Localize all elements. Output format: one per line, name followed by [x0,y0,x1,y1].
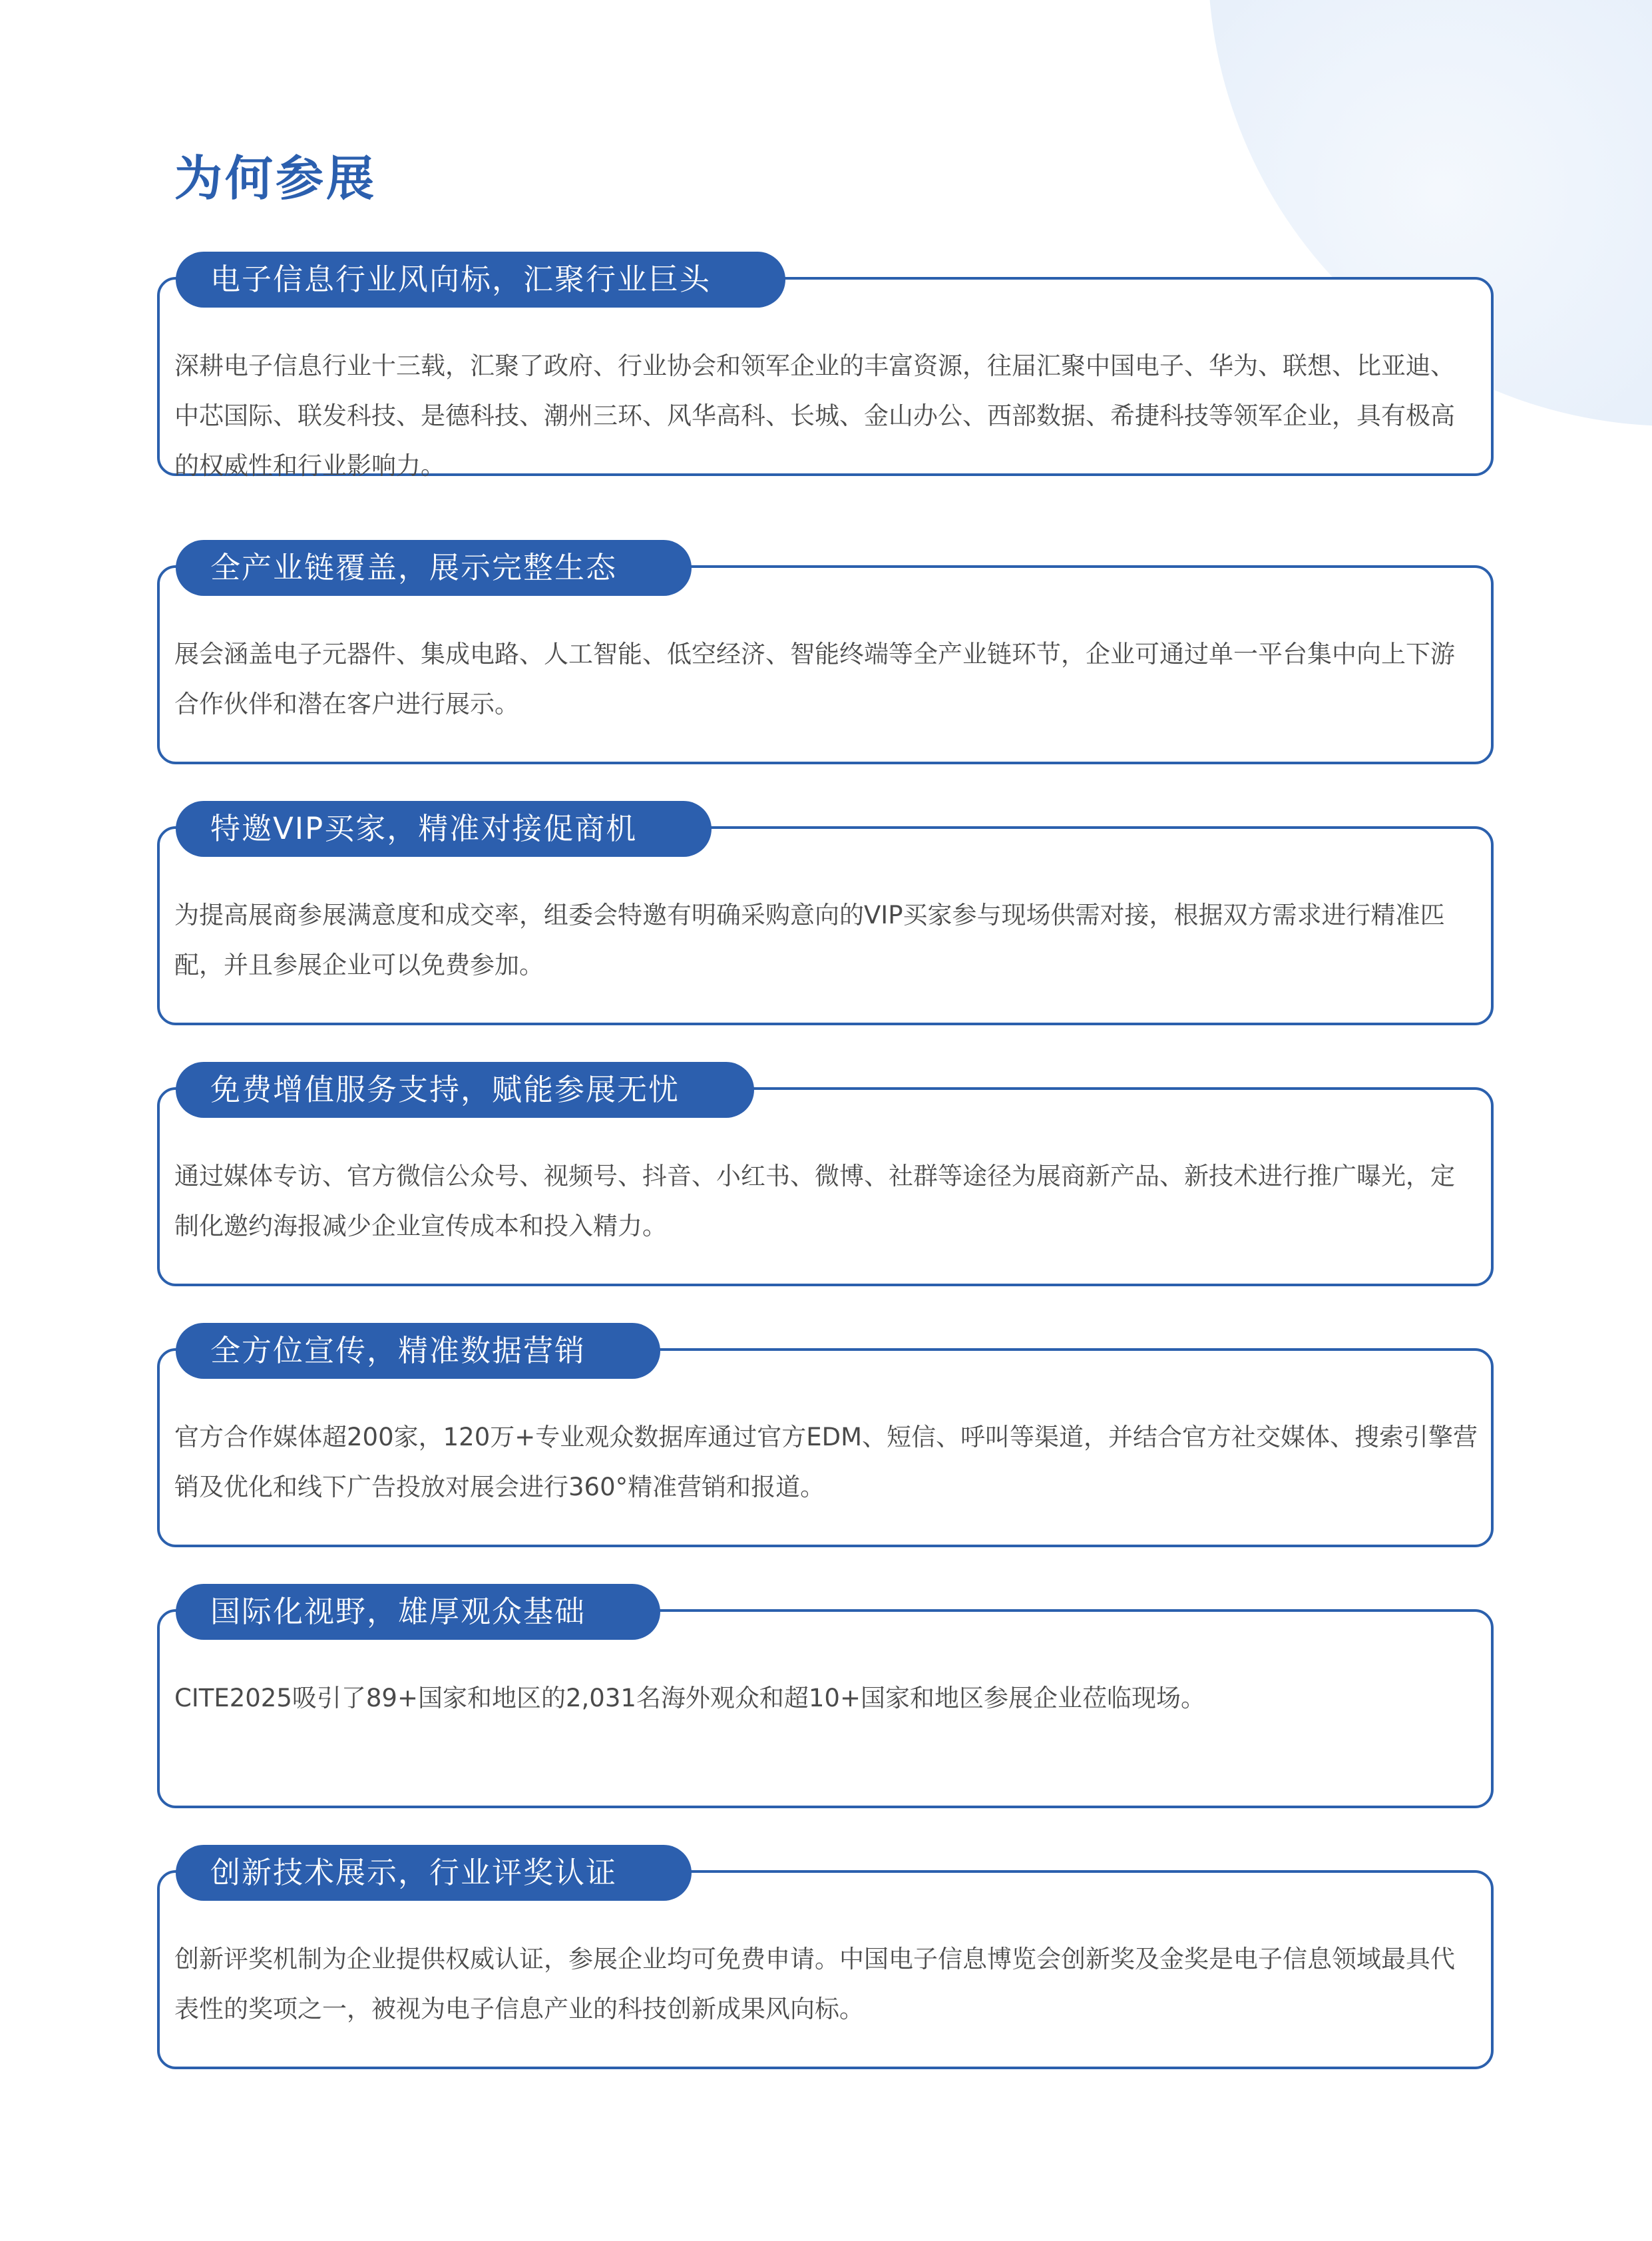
section-card [157,252,1494,480]
page-title: 为何参展 [174,150,377,206]
section-body: 展会涵盖电子元器件、集成电路、人工智能、低空经济、智能终端等全产业链环节，企业可通过单一平台集中向上下游合作伙伴和潜在客户进行展示。 [174,640,1455,718]
section-body: 为提高展商参展满意度和成交率，组委会特邀有明确采购意向的VIP买家参与现场供需对接，根据双方需求进行精准匹配，并且参展企业可以免费参加。 [174,901,1445,979]
section-card [157,801,1494,1025]
section-card [157,1845,1494,2069]
section-body: 创新评奖机制为企业提供权威认证，参展企业均可免费申请。中国电子信息博览会创新奖及金奖是电子信息领域最具代表性的奖项之一，被视为电子信息产业的科技创新成果风向标。 [174,1945,1455,2023]
section-heading: 创新技术展示，行业评奖认证 [176,1845,692,1901]
section-heading: 特邀VIP买家，精准对接促商机 [176,801,712,857]
section-heading: 电子信息行业风向标，汇聚行业巨头 [176,252,785,308]
section-card [157,540,1494,764]
section-body: CITE2025吸引了89+国家和地区的2,031名海外观众和超10+国家和地区参展企业莅临现场。 [174,1684,1205,1712]
section-body: 通过媒体专访、官方微信公众号、视频号、抖音、小红书、微博、社群等途径为展商新产品、新技术进行推广曝光，定制化邀约海报减少企业宣传成本和投入精力。 [174,1162,1455,1240]
section-heading: 全方位宣传，精准数据营销 [176,1323,660,1379]
section-body: 深耕电子信息行业十三载，汇聚了政府、行业协会和领军企业的丰富资源，往届汇聚中国电子、华为、联想、比亚迪、中芯国际、联发科技、是德科技、潮州三环、风华高科、长城、金山办公、西部数据、希捷科技等领军企业，具有极高的权威性和行业影响力。 [174,352,1455,480]
section-card [157,1062,1494,1286]
section-body: 官方合作媒体超200家，120万+专业观众数据库通过官方EDM、短信、呼叫等渠道，并结合官方社交媒体、搜索引擎营销及优化和线下广告投放对展会进行360°精准营销和报道。 [174,1423,1478,1501]
section-heading: 免费增值服务支持，赋能参展无忧 [176,1062,754,1118]
section-card [157,1323,1494,1547]
section-heading: 国际化视野，雄厚观众基础 [176,1584,660,1640]
section-heading: 全产业链覆盖，展示完整生态 [176,540,692,596]
section-card [157,1584,1494,1808]
